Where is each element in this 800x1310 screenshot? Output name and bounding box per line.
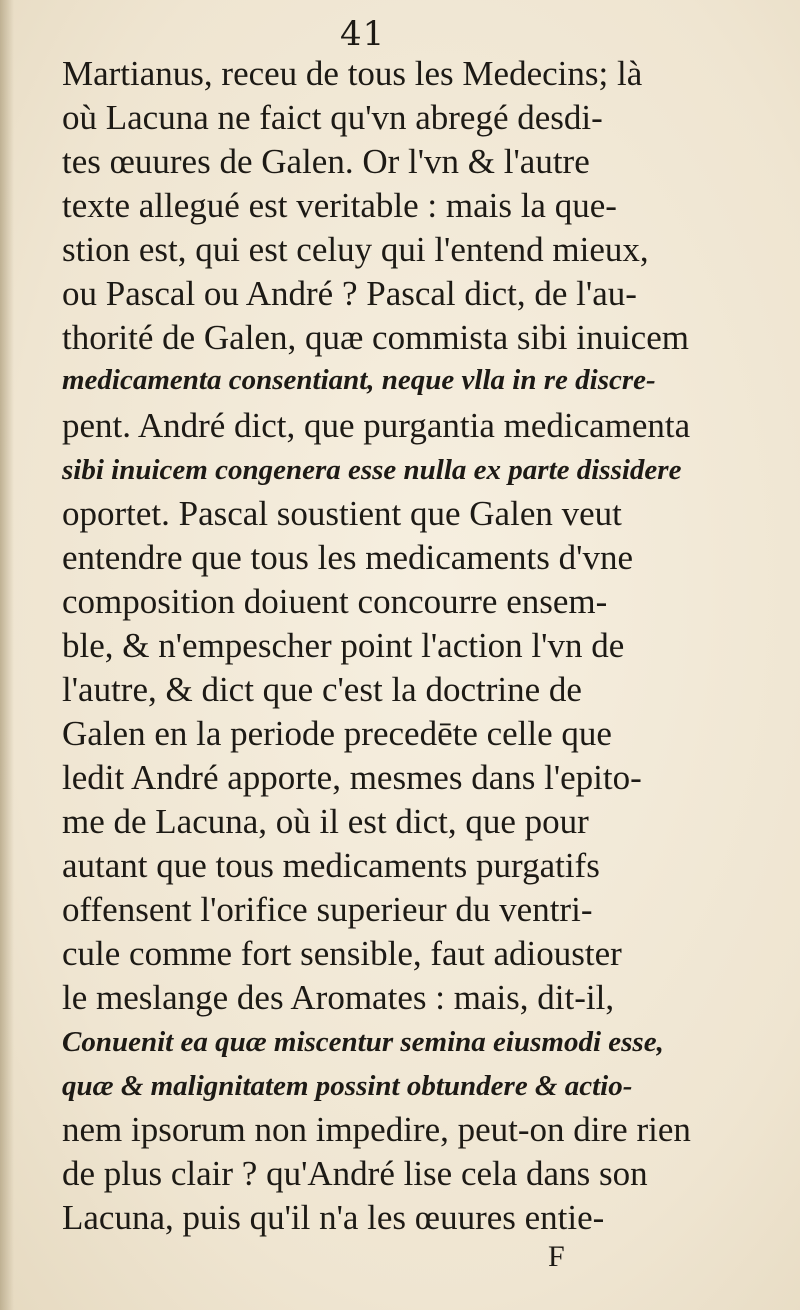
text-line-italic: quæ & malignitatem possint obtundere & actio- xyxy=(62,1070,633,1102)
text-line: ble, & n'empescher point l'action l'vn de xyxy=(62,626,625,665)
text-line: Martianus, receu de tous les Medecins; là xyxy=(62,54,643,93)
text-line: autant que tous medicaments purgatifs xyxy=(62,846,600,885)
text-line: tes œuures de Galen. Or l'vn & l'autre xyxy=(62,142,590,181)
text-line: entendre que tous les medicaments d'vne xyxy=(62,538,633,577)
page-number: 41 xyxy=(340,14,386,54)
text-line: Lacuna, puis qu'il n'a les œuures entie- xyxy=(62,1198,605,1237)
text-line: composition doiuent concourre ensem- xyxy=(62,582,608,621)
text-line-italic: medicamenta consentiant, neque vlla in re discre- xyxy=(62,364,656,396)
text-line: Galen en la periode precedēte celle que xyxy=(62,714,612,753)
text-line: l'autre, & dict que c'est la doctrine de xyxy=(62,670,582,709)
text-line: thorité de Galen, quæ commista sibi inuicem xyxy=(62,318,689,357)
text-line: me de Lacuna, où il est dict, que pour xyxy=(62,802,589,841)
text-line: stion est, qui est celuy qui l'entend mieux, xyxy=(62,230,649,269)
text-line: où Lacuna ne faict qu'vn abregé desdi- xyxy=(62,98,603,137)
text-line: nem ipsorum non impedire, peut-on dire rien xyxy=(62,1110,691,1149)
text-line: texte allegué est veritable : mais la que- xyxy=(62,186,617,225)
text-line: pent. André dict, que purgantia medicamenta xyxy=(62,406,691,445)
text-line-italic: sibi inuicem congenera esse nulla ex parte dissidere xyxy=(62,454,682,486)
text-line: ledit André apporte, mesmes dans l'epito- xyxy=(62,758,642,797)
signature-mark: F xyxy=(548,1240,565,1273)
text-line: de plus clair ? qu'André lise cela dans son xyxy=(62,1154,648,1193)
text-line-italic: Conuenit ea quæ miscentur semina eiusmodi esse, xyxy=(62,1026,664,1058)
text-line: offensent l'orifice superieur du ventri- xyxy=(62,890,593,929)
text-line: cule comme fort sensible, faut adiouster xyxy=(62,934,622,973)
text-line: oportet. Pascal soustient que Galen veut xyxy=(62,494,622,533)
text-line: le meslange des Aromates : mais, dit-il, xyxy=(62,978,615,1017)
text-line: ou Pascal ou André ? Pascal dict, de l'au- xyxy=(62,274,637,313)
